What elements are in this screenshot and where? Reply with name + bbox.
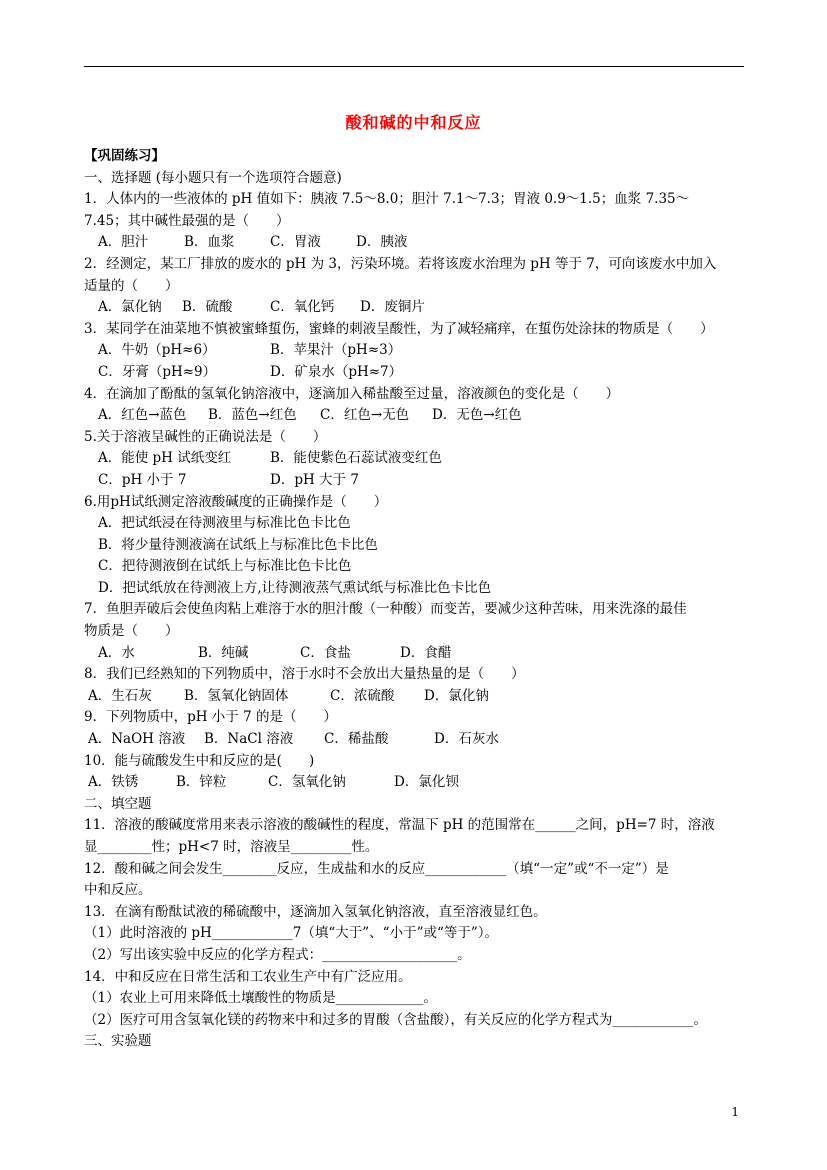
page-title: 酸和碱的中和反应 xyxy=(345,113,482,132)
q2-option-d: D．废铜片 xyxy=(360,299,425,316)
document-body xyxy=(84,146,764,1053)
q1-option-a: A．胆汁 xyxy=(98,234,149,251)
q1-option-d: D．胰液 xyxy=(356,234,408,251)
q9-option-c: C．稀盐酸 xyxy=(324,731,389,748)
q10-option-d: D．氯化钡 xyxy=(394,774,459,791)
q3-line1: 3．某同学在油菜地不慎被蜜蜂蜇伤，蜜蜂的刺液呈酸性，为了减轻痛痒，在蜇伤处涂抹的物质是（ ） xyxy=(84,320,714,337)
q8-option-a: A．生石灰 xyxy=(88,687,152,704)
q2-line1: 2．经测定，某工厂排放的废水的 pH 为 3，污染环境。若将该废水治理为 pH 等于 7，可向该废水中加入 xyxy=(84,255,717,272)
q4-options xyxy=(84,405,764,427)
q13-line3: （2）写出该实验中反应的化学方程式：____________________。 xyxy=(84,946,471,963)
q1-line2: 7.45；其中碱性最强的是（ ） xyxy=(84,212,290,229)
q6-option-c: C．把待测液倒在试纸上与标准比色卡比色 xyxy=(98,558,352,575)
q5-option-b: B．能使紫色石蕊试液变红色 xyxy=(270,450,442,467)
q4-option-a: A．红色→蓝色 xyxy=(98,407,187,424)
q5-options-row2 xyxy=(84,470,764,492)
q9-option-a: A．NaOH 溶液 xyxy=(88,731,186,748)
q4-line1: 4．在滴加了酚酞的氢氧化钠溶液中，逐滴加入稀盐酸至过量，溶液颜色的变化是（ ） xyxy=(84,385,620,402)
q6-option-a: A．把试纸浸在待测液里与标准比色卡比色 xyxy=(98,515,351,532)
q9-option-d: D．石灰水 xyxy=(434,731,499,748)
q9-option-b: B．NaCl 溶液 xyxy=(204,731,294,748)
q5-option-c: C．pH 小于 7 xyxy=(98,471,187,488)
q5-options-row1 xyxy=(84,448,764,470)
q10-options xyxy=(84,772,764,794)
q1-line1: 1．人体内的一些液体的 pH 值如下：胰液 7.5～8.0；胆汁 7.1～7.3；胃液 0.9～1.5；血浆 7.35～ xyxy=(84,191,690,208)
q7-options xyxy=(84,643,764,665)
q3-option-d: D．矿泉水（pH≈7） xyxy=(270,363,403,380)
q6-option-d: D．把试纸放在待测液上方,让待测液蒸气熏试纸与标准比色卡比色 xyxy=(98,579,492,596)
q2-line2: 适量的（ ） xyxy=(84,277,179,294)
q9-line1: 9．下列物质中，pH 小于 7 的是（ ） xyxy=(84,709,337,726)
q8-option-b: B．氢氧化钠固体 xyxy=(184,687,289,704)
q2-option-b: B．硫酸 xyxy=(182,299,233,316)
q14-line2: （1）农业上可用来降低土壤酸性的物质是_____________。 xyxy=(84,990,437,1007)
q5-option-d: D．pH 大于 7 xyxy=(270,471,359,488)
q4-option-b: B．蓝色→红色 xyxy=(208,407,297,424)
q11-line1: 11．溶液的酸碱度常用来表示溶液的酸碱性的程度，常温下 pH 的范围常在______之间，pH=7 时，溶液 xyxy=(84,817,715,834)
q7-option-d: D．食醋 xyxy=(400,644,452,661)
q11-line2: 显________性；pH<7 时，溶液呈_________性。 xyxy=(84,839,379,855)
q2-options xyxy=(84,297,764,319)
q7-option-b: B．纯碱 xyxy=(198,644,249,661)
q13-line1: 13．在滴有酚酞试液的稀硫酸中，逐滴加入氢氧化钠溶液，直至溶液显红色。 xyxy=(84,903,547,920)
q7-option-c: C．食盐 xyxy=(300,644,351,661)
q8-option-d: D．氯化钠 xyxy=(424,687,489,704)
q3-option-c: C．牙膏（pH≈9） xyxy=(98,363,217,380)
q8-option-c: C．浓硫酸 xyxy=(330,687,395,704)
q2-option-c: C．氧化钙 xyxy=(270,299,335,316)
q10-option-b: B．锌粒 xyxy=(176,774,227,791)
q12-line2: 中和反应。 xyxy=(84,882,152,899)
q4-option-d: D．无色→红色 xyxy=(432,407,522,424)
q10-line1: 10．能与硫酸发生中和反应的是( ) xyxy=(84,752,315,769)
q1-option-b: B．血浆 xyxy=(184,234,235,251)
q6-line1: 6.用pH试纸测定溶液酸碱度的正确操作是（ ） xyxy=(84,493,388,510)
q9-options xyxy=(84,729,764,751)
q5-option-a: A．能使 pH 试纸变红 xyxy=(98,450,232,467)
q6-option-b: B．将少量待测液滴在试纸上与标准比色卡比色 xyxy=(98,536,378,553)
q13-line2: （1）此时溶液的 pH____________7（填“大于”、“小于”或“等于”）。 xyxy=(84,925,499,942)
header-rule xyxy=(84,66,744,67)
q7-option-a: A．水 xyxy=(98,644,135,661)
q14-line3: （2）医疗可用含氢氧化镁的药物来中和过多的胃酸（含盐酸），有关反应的化学方程式为____________。 xyxy=(84,1011,707,1028)
q3-option-b: B．苹果汁（pH≈3） xyxy=(270,342,402,359)
q7-line2: 物质是（ ） xyxy=(84,623,179,640)
section-practice: 【巩固练习】 xyxy=(84,148,165,164)
q8-options xyxy=(84,686,764,708)
part2-heading: 二、填空题 xyxy=(84,795,152,812)
q2-option-a: A．氯化钠 xyxy=(98,299,162,316)
q1-option-c: C．胃液 xyxy=(270,234,321,251)
q3-options-row2 xyxy=(84,362,764,384)
page-number: 1 xyxy=(731,1105,739,1119)
q3-options-row1 xyxy=(84,340,764,362)
q14-line1: 14．中和反应在日常生活和工农业生产中有广泛应用。 xyxy=(84,968,412,985)
q10-option-c: C．氢氧化钠 xyxy=(268,774,346,791)
q1-options xyxy=(84,232,764,254)
q10-option-a: A．铁锈 xyxy=(88,774,139,791)
q5-line1: 5.关于溶液呈碱性的正确说法是（ ） xyxy=(84,428,327,445)
part1-heading: 一、选择题 (每小题只有一个选项符合题意) xyxy=(84,169,342,186)
q12-line1: 12．酸和碱之间会发生________反应，生成盐和水的反应____________（填“一定”或“不一定”）是 xyxy=(84,860,669,877)
q4-option-c: C．红色→无色 xyxy=(320,407,410,424)
q8-line1: 8．我们已经熟知的下列物质中，溶于水时不会放出大量热量的是（ ） xyxy=(84,666,525,683)
q3-option-a: A．牛奶（pH≈6） xyxy=(98,342,216,359)
q7-line1: 7．鱼胆弄破后会使鱼肉粘上难溶于水的胆汁酸（一种酸）而变苦，要减少这种苦味，用来洗涤的最佳 xyxy=(84,601,687,618)
part3-heading: 三、实验题 xyxy=(84,1033,152,1050)
